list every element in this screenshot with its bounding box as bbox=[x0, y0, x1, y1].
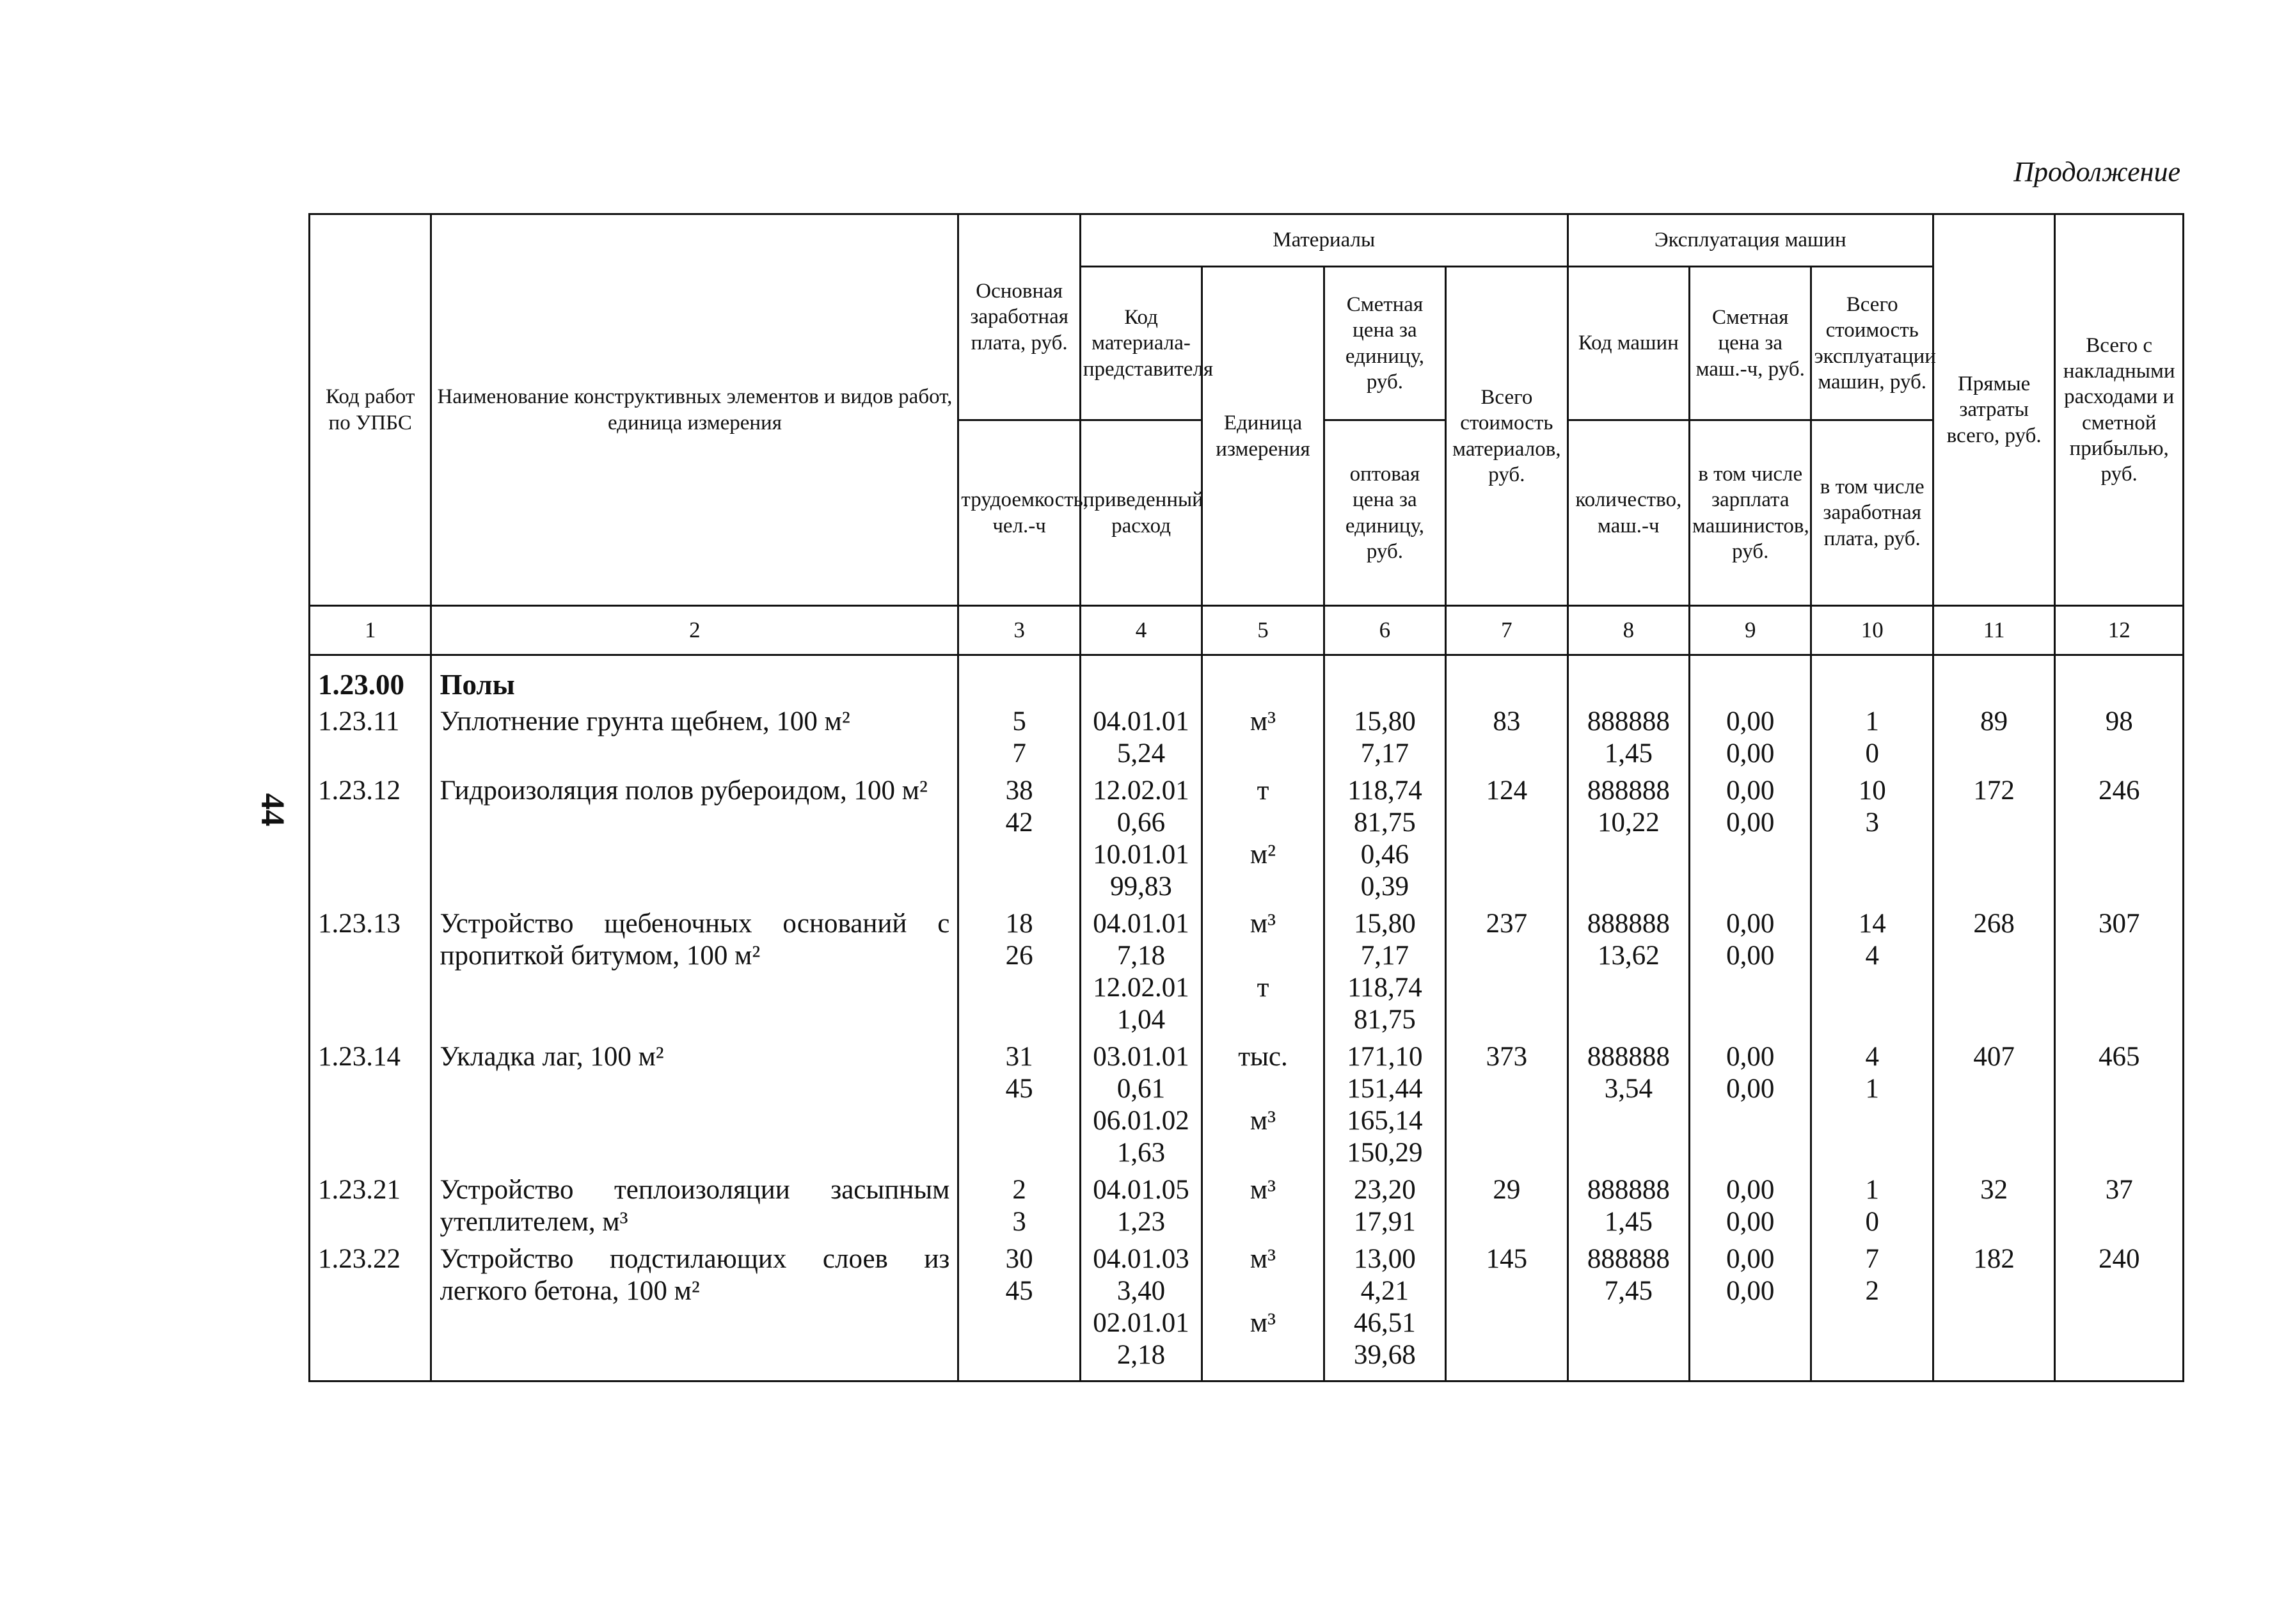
machine-code-qty bbox=[1568, 1041, 1689, 1174]
material-price bbox=[1324, 1041, 1445, 1174]
material-price-line: 13,00 bbox=[1354, 1244, 1416, 1274]
machine-total bbox=[1811, 1174, 1933, 1243]
machine-code-qty-line: 13,62 bbox=[1597, 941, 1660, 971]
machine-price bbox=[1690, 1174, 1811, 1243]
work-code: 1.23.21 bbox=[310, 1174, 431, 1243]
material-unit bbox=[1202, 775, 1324, 908]
material-price-line: 165,14 bbox=[1347, 1106, 1423, 1136]
machine-price-line: 0,00 bbox=[1726, 1276, 1775, 1306]
material-code-line: 7,18 bbox=[1116, 941, 1166, 971]
header-name: Наименование конструктивных элементов и видов работ, единица измерения bbox=[431, 214, 958, 606]
material-price bbox=[1324, 1243, 1445, 1381]
material-code-line: 1,23 bbox=[1116, 1207, 1166, 1237]
material-price bbox=[1324, 908, 1445, 1041]
material-unit-line: м³ bbox=[1250, 1106, 1276, 1136]
salary-labor bbox=[958, 1174, 1080, 1243]
page-number: 44 bbox=[254, 793, 291, 827]
total-cost: 37 bbox=[2055, 1174, 2184, 1243]
labor-value: 42 bbox=[1005, 808, 1033, 838]
column-number: 5 bbox=[1202, 606, 1324, 655]
work-code: 1.23.13 bbox=[310, 908, 431, 1041]
direct-cost: 89 bbox=[1933, 706, 2054, 775]
machine-total-line: 0 bbox=[1865, 738, 1879, 768]
material-price-line: 151,44 bbox=[1347, 1074, 1423, 1104]
material-price-line: 0,46 bbox=[1360, 840, 1409, 870]
material-unit-line: м² bbox=[1250, 840, 1276, 870]
machine-price bbox=[1690, 1243, 1811, 1381]
table-body bbox=[310, 655, 2184, 1381]
machine-price bbox=[1690, 775, 1811, 908]
material-unit bbox=[1202, 1174, 1324, 1243]
work-name: Устройство подстилающих слоев из легкого бетона, 100 м² bbox=[431, 1243, 958, 1381]
header-machine-quantity: количество, маш.-ч bbox=[1568, 420, 1689, 606]
work-name: Устройство теплоизоляции засыпным утеплителем, м³ bbox=[431, 1174, 958, 1243]
header-wholesale-price: оптовая цена за единицу, руб. bbox=[1324, 420, 1445, 606]
material-price-line: 81,75 bbox=[1354, 1005, 1416, 1035]
column-number: 12 bbox=[2055, 606, 2184, 655]
header-direct: Прямые затраты всего, руб. bbox=[1933, 214, 2054, 606]
material-code bbox=[1080, 1174, 1202, 1243]
column-number: 3 bbox=[958, 606, 1080, 655]
salary-value: 5 bbox=[1012, 706, 1026, 736]
work-name: Гидроизоляция полов рубероидом, 100 м² bbox=[431, 775, 958, 908]
header-machine-price-salary: в том числе зарплата машинистов, руб. bbox=[1690, 420, 1811, 606]
material-price bbox=[1324, 775, 1445, 908]
material-total: 29 bbox=[1446, 1174, 1568, 1243]
material-price-line: 46,51 bbox=[1354, 1308, 1416, 1338]
machine-price-line: 0,00 bbox=[1726, 1074, 1775, 1104]
machine-code-qty-line: 888888 bbox=[1587, 1244, 1670, 1274]
material-price-line: 15,80 bbox=[1354, 909, 1416, 939]
work-code: 1.23.11 bbox=[310, 706, 431, 775]
table-row bbox=[310, 908, 2184, 1041]
salary-value: 18 bbox=[1005, 909, 1033, 939]
material-code-line: 04.01.01 bbox=[1093, 706, 1189, 736]
material-code-line: 1,04 bbox=[1116, 1005, 1166, 1035]
header-machine-total-salary: в том числе заработная плата, руб. bbox=[1811, 420, 1933, 606]
material-code-line: 3,40 bbox=[1116, 1276, 1166, 1306]
column-number: 7 bbox=[1446, 606, 1568, 655]
column-number: 11 bbox=[1933, 606, 2054, 655]
material-code-line: 02.01.01 bbox=[1093, 1308, 1189, 1338]
work-name: Укладка лаг, 100 м² bbox=[431, 1041, 958, 1174]
machine-price-line: 0,00 bbox=[1726, 941, 1775, 971]
material-code-line: 1,63 bbox=[1116, 1138, 1166, 1168]
material-price-line: 81,75 bbox=[1354, 808, 1416, 838]
material-code bbox=[1080, 706, 1202, 775]
material-code-line: 5,24 bbox=[1116, 738, 1166, 768]
machine-total-line: 0 bbox=[1865, 1207, 1879, 1237]
work-code: 1.23.22 bbox=[310, 1243, 431, 1381]
machine-code-qty-line: 888888 bbox=[1587, 1175, 1670, 1205]
material-code-line: 04.01.03 bbox=[1093, 1244, 1189, 1274]
salary-labor bbox=[958, 775, 1080, 908]
direct-cost: 268 bbox=[1933, 908, 2054, 1041]
machine-total bbox=[1811, 1243, 1933, 1381]
material-price bbox=[1324, 1174, 1445, 1243]
header-material-code: Код материала-представителя bbox=[1080, 267, 1202, 420]
material-unit bbox=[1202, 1243, 1324, 1381]
work-code: 1.23.14 bbox=[310, 1041, 431, 1174]
material-code-line: 0,61 bbox=[1116, 1074, 1166, 1104]
section-row bbox=[310, 655, 2184, 706]
material-code-line: 99,83 bbox=[1110, 872, 1172, 902]
material-total: 124 bbox=[1446, 775, 1568, 908]
material-code-line: 0,66 bbox=[1116, 808, 1166, 838]
continuation-label: Продолжение bbox=[2013, 156, 2180, 187]
direct-cost: 182 bbox=[1933, 1243, 2054, 1381]
estimate-table bbox=[308, 213, 2184, 1382]
table-row bbox=[310, 706, 2184, 775]
total-cost: 98 bbox=[2055, 706, 2184, 775]
material-unit-line: тыс. bbox=[1238, 1042, 1288, 1072]
machine-code-qty-line: 888888 bbox=[1587, 706, 1670, 736]
machine-price bbox=[1690, 908, 1811, 1041]
material-price-line: 7,17 bbox=[1360, 941, 1409, 971]
table-row bbox=[310, 1174, 2184, 1243]
machine-code-qty bbox=[1568, 1243, 1689, 1381]
machine-total-line: 1 bbox=[1865, 1074, 1879, 1104]
machine-price-line: 0,00 bbox=[1726, 1042, 1775, 1072]
machine-total-line: 3 bbox=[1865, 808, 1879, 838]
machine-code-qty bbox=[1568, 775, 1689, 908]
machine-code-qty-line: 888888 bbox=[1587, 909, 1670, 939]
labor-value: 26 bbox=[1005, 941, 1033, 971]
labor-value: 45 bbox=[1005, 1074, 1033, 1104]
machine-price-line: 0,00 bbox=[1726, 1207, 1775, 1237]
salary-labor bbox=[958, 1243, 1080, 1381]
material-total: 83 bbox=[1446, 706, 1568, 775]
table-row bbox=[310, 775, 2184, 908]
header-salary: Основная заработная плата, руб. bbox=[958, 214, 1080, 420]
machine-price-line: 0,00 bbox=[1726, 909, 1775, 939]
machine-total bbox=[1811, 706, 1933, 775]
machine-code-qty-line: 7,45 bbox=[1604, 1276, 1653, 1306]
machine-total-line: 10 bbox=[1858, 776, 1886, 806]
header-material-consumption: приведенный расход bbox=[1080, 420, 1202, 606]
machine-total-line: 14 bbox=[1858, 909, 1886, 939]
material-price-line: 7,17 bbox=[1360, 738, 1409, 768]
direct-cost: 407 bbox=[1933, 1041, 2054, 1174]
section-name: Полы bbox=[431, 655, 958, 706]
work-name: Устройство щебеночных оснований с пропиткой битумом, 100 м² bbox=[431, 908, 958, 1041]
machine-code-qty-line: 3,54 bbox=[1604, 1074, 1653, 1104]
machine-total-line: 4 bbox=[1865, 1042, 1879, 1072]
material-code-line: 12.02.01 bbox=[1093, 776, 1189, 806]
header-machines: Эксплуатация машин bbox=[1568, 214, 1933, 267]
header-materials: Материалы bbox=[1080, 214, 1568, 267]
header-machine-price: Сметная цена за маш.-ч, руб. bbox=[1690, 267, 1811, 420]
direct-cost: 32 bbox=[1933, 1174, 2054, 1243]
material-unit-line bbox=[1210, 940, 1315, 972]
material-code-line: 06.01.02 bbox=[1093, 1106, 1189, 1136]
column-number: 10 bbox=[1811, 606, 1933, 655]
machine-code-qty-line: 1,45 bbox=[1604, 1207, 1653, 1237]
machine-price-line: 0,00 bbox=[1726, 706, 1775, 736]
header-material-total: Всего стоимость материалов, руб. bbox=[1446, 267, 1568, 606]
material-unit bbox=[1202, 908, 1324, 1041]
machine-price bbox=[1690, 1041, 1811, 1174]
material-price-line: 118,74 bbox=[1347, 973, 1422, 1003]
machine-price-line: 0,00 bbox=[1726, 808, 1775, 838]
section-code: 1.23.00 bbox=[310, 655, 431, 706]
material-price bbox=[1324, 706, 1445, 775]
material-price-line: 0,39 bbox=[1360, 872, 1409, 902]
header-code: Код работ по УПБС bbox=[310, 214, 431, 606]
salary-value: 31 bbox=[1005, 1042, 1033, 1072]
machine-code-qty-line: 1,45 bbox=[1604, 738, 1653, 768]
material-price-line: 15,80 bbox=[1354, 706, 1416, 736]
header-unit: Единица измерения bbox=[1202, 267, 1324, 606]
material-unit-line bbox=[1210, 1275, 1315, 1307]
material-code-line: 04.01.05 bbox=[1093, 1175, 1189, 1205]
material-unit bbox=[1202, 1041, 1324, 1174]
machine-code-qty-line: 888888 bbox=[1587, 776, 1670, 806]
material-unit-line bbox=[1210, 807, 1315, 839]
labor-value: 45 bbox=[1005, 1276, 1033, 1306]
header-machine-code: Код машин bbox=[1568, 267, 1689, 420]
machine-total-line: 7 bbox=[1865, 1244, 1879, 1274]
material-unit-line: т bbox=[1257, 973, 1269, 1003]
material-code-line: 12.02.01 bbox=[1093, 973, 1189, 1003]
machine-price-line: 0,00 bbox=[1726, 738, 1775, 768]
column-number: 9 bbox=[1690, 606, 1811, 655]
material-price-line: 23,20 bbox=[1354, 1175, 1416, 1205]
machine-price bbox=[1690, 706, 1811, 775]
material-price-line: 150,29 bbox=[1347, 1138, 1423, 1168]
material-unit-line: м³ bbox=[1250, 1244, 1276, 1274]
salary-value: 30 bbox=[1005, 1244, 1033, 1274]
machine-code-qty bbox=[1568, 1174, 1689, 1243]
material-code bbox=[1080, 1243, 1202, 1381]
material-code bbox=[1080, 775, 1202, 908]
material-total: 237 bbox=[1446, 908, 1568, 1041]
material-price-line: 39,68 bbox=[1354, 1340, 1416, 1370]
machine-total bbox=[1811, 1041, 1933, 1174]
machine-code-qty bbox=[1568, 706, 1689, 775]
machine-code-qty-line: 10,22 bbox=[1597, 808, 1660, 838]
header-labor: трудоемкость, чел.-ч bbox=[958, 420, 1080, 606]
total-cost: 240 bbox=[2055, 1243, 2184, 1381]
total-cost: 465 bbox=[2055, 1041, 2184, 1174]
machine-code-qty bbox=[1568, 908, 1689, 1041]
machine-code-qty-line: 888888 bbox=[1587, 1042, 1670, 1072]
column-number: 4 bbox=[1080, 606, 1202, 655]
material-unit-line: т bbox=[1257, 776, 1269, 806]
header-total: Всего с накладными расходами и сметной прибылью, руб. bbox=[2055, 214, 2184, 606]
material-code-line: 04.01.01 bbox=[1093, 909, 1189, 939]
machine-total bbox=[1811, 775, 1933, 908]
material-price-line: 171,10 bbox=[1347, 1042, 1423, 1072]
machine-price-line: 0,00 bbox=[1726, 776, 1775, 806]
material-unit-line: м³ bbox=[1250, 706, 1276, 736]
material-price-line: 4,21 bbox=[1360, 1276, 1409, 1306]
table-row bbox=[310, 1243, 2184, 1381]
material-unit-line: м³ bbox=[1250, 1308, 1276, 1338]
direct-cost: 172 bbox=[1933, 775, 2054, 908]
work-name: Уплотнение грунта щебнем, 100 м² bbox=[431, 706, 958, 775]
material-price-line: 17,91 bbox=[1354, 1207, 1416, 1237]
material-total: 373 bbox=[1446, 1041, 1568, 1174]
column-number: 2 bbox=[431, 606, 958, 655]
table-row bbox=[310, 1041, 2184, 1174]
salary-value: 2 bbox=[1012, 1175, 1026, 1205]
machine-price-line: 0,00 bbox=[1726, 1244, 1775, 1274]
material-code bbox=[1080, 908, 1202, 1041]
machine-price-line: 0,00 bbox=[1726, 1175, 1775, 1205]
labor-value: 3 bbox=[1012, 1207, 1026, 1237]
material-unit-line: м³ bbox=[1250, 909, 1276, 939]
material-code-line: 2,18 bbox=[1116, 1340, 1166, 1370]
machine-total-line: 2 bbox=[1865, 1276, 1879, 1306]
work-code: 1.23.12 bbox=[310, 775, 431, 908]
salary-labor bbox=[958, 908, 1080, 1041]
machine-total-line: 1 bbox=[1865, 706, 1879, 736]
machine-total bbox=[1811, 908, 1933, 1041]
column-numbers-row bbox=[310, 606, 2184, 655]
salary-labor bbox=[958, 706, 1080, 775]
material-code-line: 03.01.01 bbox=[1093, 1042, 1189, 1072]
salary-labor bbox=[958, 1041, 1080, 1174]
material-price-line: 118,74 bbox=[1347, 776, 1422, 806]
salary-value: 38 bbox=[1005, 776, 1033, 806]
total-cost: 307 bbox=[2055, 908, 2184, 1041]
material-unit-line bbox=[1210, 1073, 1315, 1105]
material-unit bbox=[1202, 706, 1324, 775]
material-total: 145 bbox=[1446, 1243, 1568, 1381]
material-code bbox=[1080, 1041, 1202, 1174]
column-number: 1 bbox=[310, 606, 431, 655]
column-number: 6 bbox=[1324, 606, 1445, 655]
machine-total-line: 1 bbox=[1865, 1175, 1879, 1205]
header-estimated-price: Сметная цена за единицу, руб. bbox=[1324, 267, 1445, 420]
labor-value: 7 bbox=[1012, 738, 1026, 768]
total-cost: 246 bbox=[2055, 775, 2184, 908]
table-header bbox=[310, 214, 2184, 655]
column-number: 8 bbox=[1568, 606, 1689, 655]
material-unit-line: м³ bbox=[1250, 1175, 1276, 1205]
material-code-line: 10.01.01 bbox=[1093, 840, 1189, 870]
machine-total-line: 4 bbox=[1865, 941, 1879, 971]
header-machine-total: Всего стоимость эксплуатации машин, руб. bbox=[1811, 267, 1933, 420]
